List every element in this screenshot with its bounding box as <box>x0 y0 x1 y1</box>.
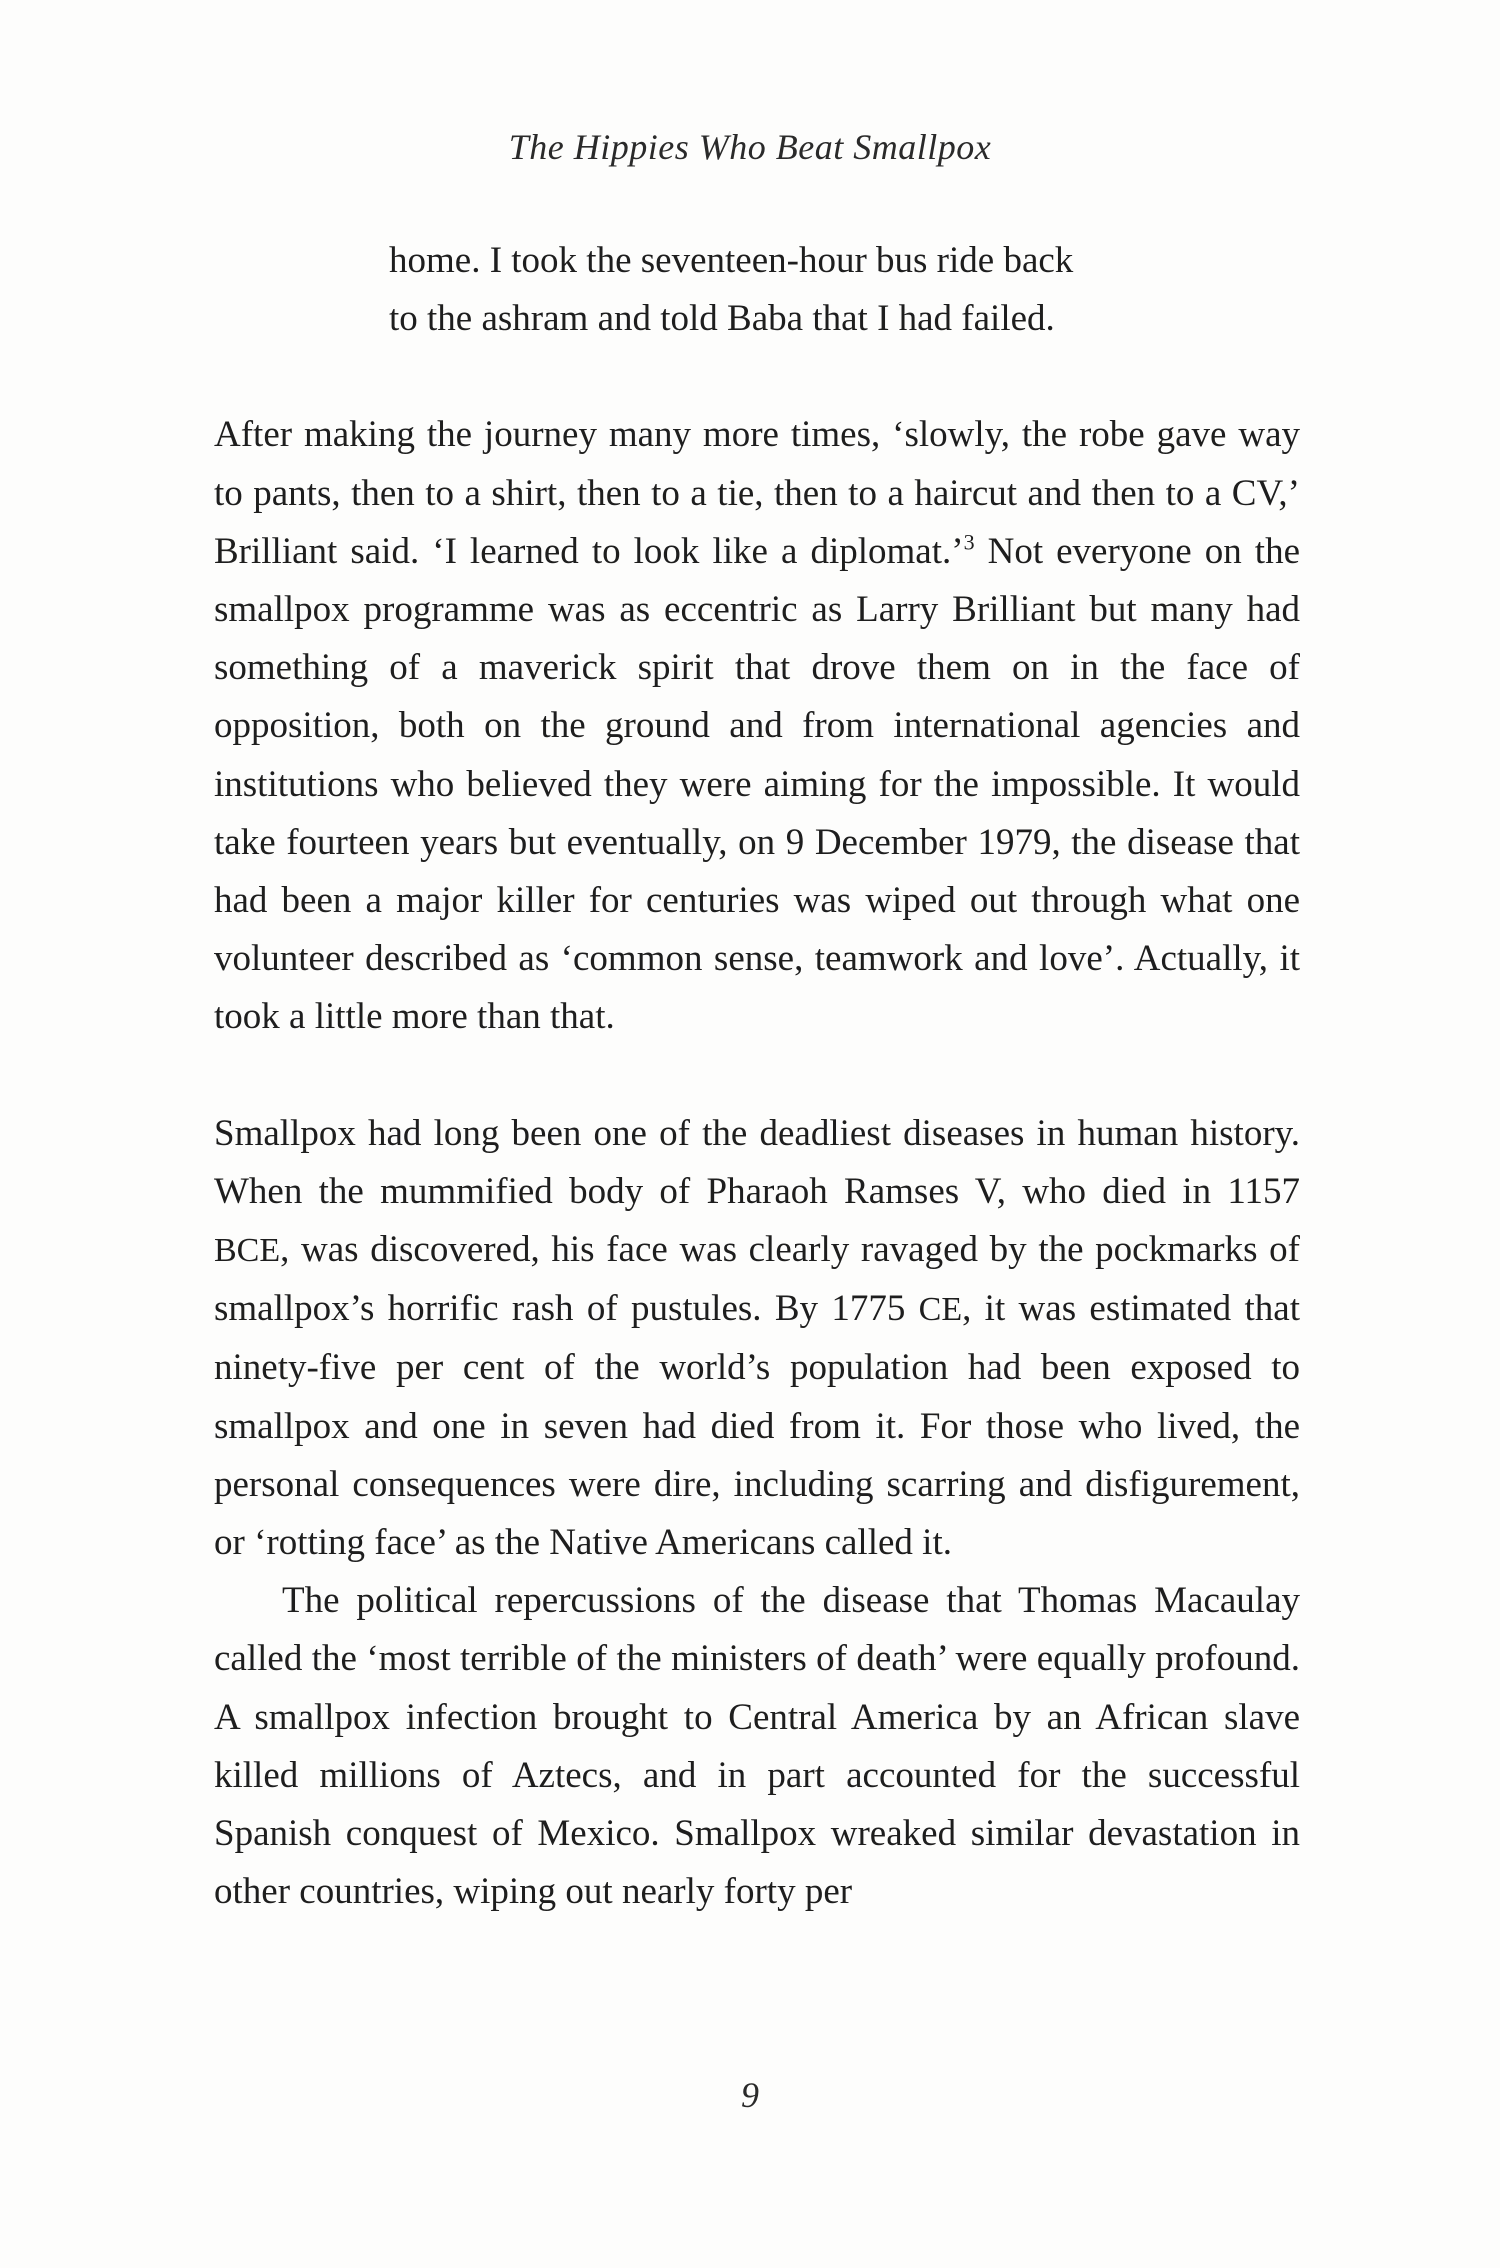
paragraph <box>214 1105 1300 1573</box>
block-quote-line: to the ashram and told Baba that I had failed. <box>389 298 1055 340</box>
paragraph-text: After making the journey many more times, ‘slowly, the robe gave way to pants, then to a shirt, then to a tie, then to a haircut and then to a CV,’ Brilliant said. ‘I learned to look like a diplomat.’ <box>214 414 1300 572</box>
block-quote-line: home. I took the seventeen-hour bus ride back <box>389 240 1074 281</box>
footnote-ref: 3 <box>963 529 975 555</box>
paragraph-text: , was discovered, his face was clearly ravaged by the pockmarks of smallpox’s horrific rash of pustules. By 1775 <box>214 1229 1300 1330</box>
era-abbreviation: BCE <box>214 1232 281 1270</box>
page-number: 9 <box>741 2075 759 2115</box>
paragraph-text: Not everyone on the smallpox programme was as eccentric as Larry Brilliant but many had something of a maverick spirit that drove them on in the face of opposition, both on the ground and from international agencies and institutions who believed they were aiming for the impossible. It would take fourteen years but eventually, on 9 December 1979, the disease that had been a major killer for centuries was wiped out through what one volunteer described as ‘common sense, teamwork and love’. Actually, it took a little more than that. <box>214 530 1300 1038</box>
paragraph-text: , it was estimated that ninety-five per cent of the world’s population had been exposed to smallpox and one in seven had died from it. For those who lived, the personal consequences were dire, including scarring and disfigurement, or ‘rotting face’ as the Native Americans called it. <box>214 1288 1300 1564</box>
paragraph <box>214 406 1300 1046</box>
section-gap <box>214 1047 1300 1105</box>
section-gap <box>214 348 1300 406</box>
block-quote <box>389 232 1159 348</box>
paragraph: The political repercussions of the disease that Thomas Macaulay called the ‘most terrible of the ministers of death’ were equally profound. A smallpox infection brought to Central America by an African slave killed millions of Aztecs, and in part accounted for the successful Spanish conquest of Mexico. Smallpox wreaked similar devastation in other countries, wiping out nearly forty per <box>214 1580 1300 1913</box>
paragraph-text: Smallpox had long been one of the deadliest diseases in human history. When the mummified body of Pharaoh Ramses V, who died in 1157 <box>214 1112 1300 1212</box>
era-abbreviation: CE <box>918 1291 963 1329</box>
running-head: The Hippies Who Beat Smallpox <box>508 127 992 167</box>
body-text <box>214 232 1300 1921</box>
